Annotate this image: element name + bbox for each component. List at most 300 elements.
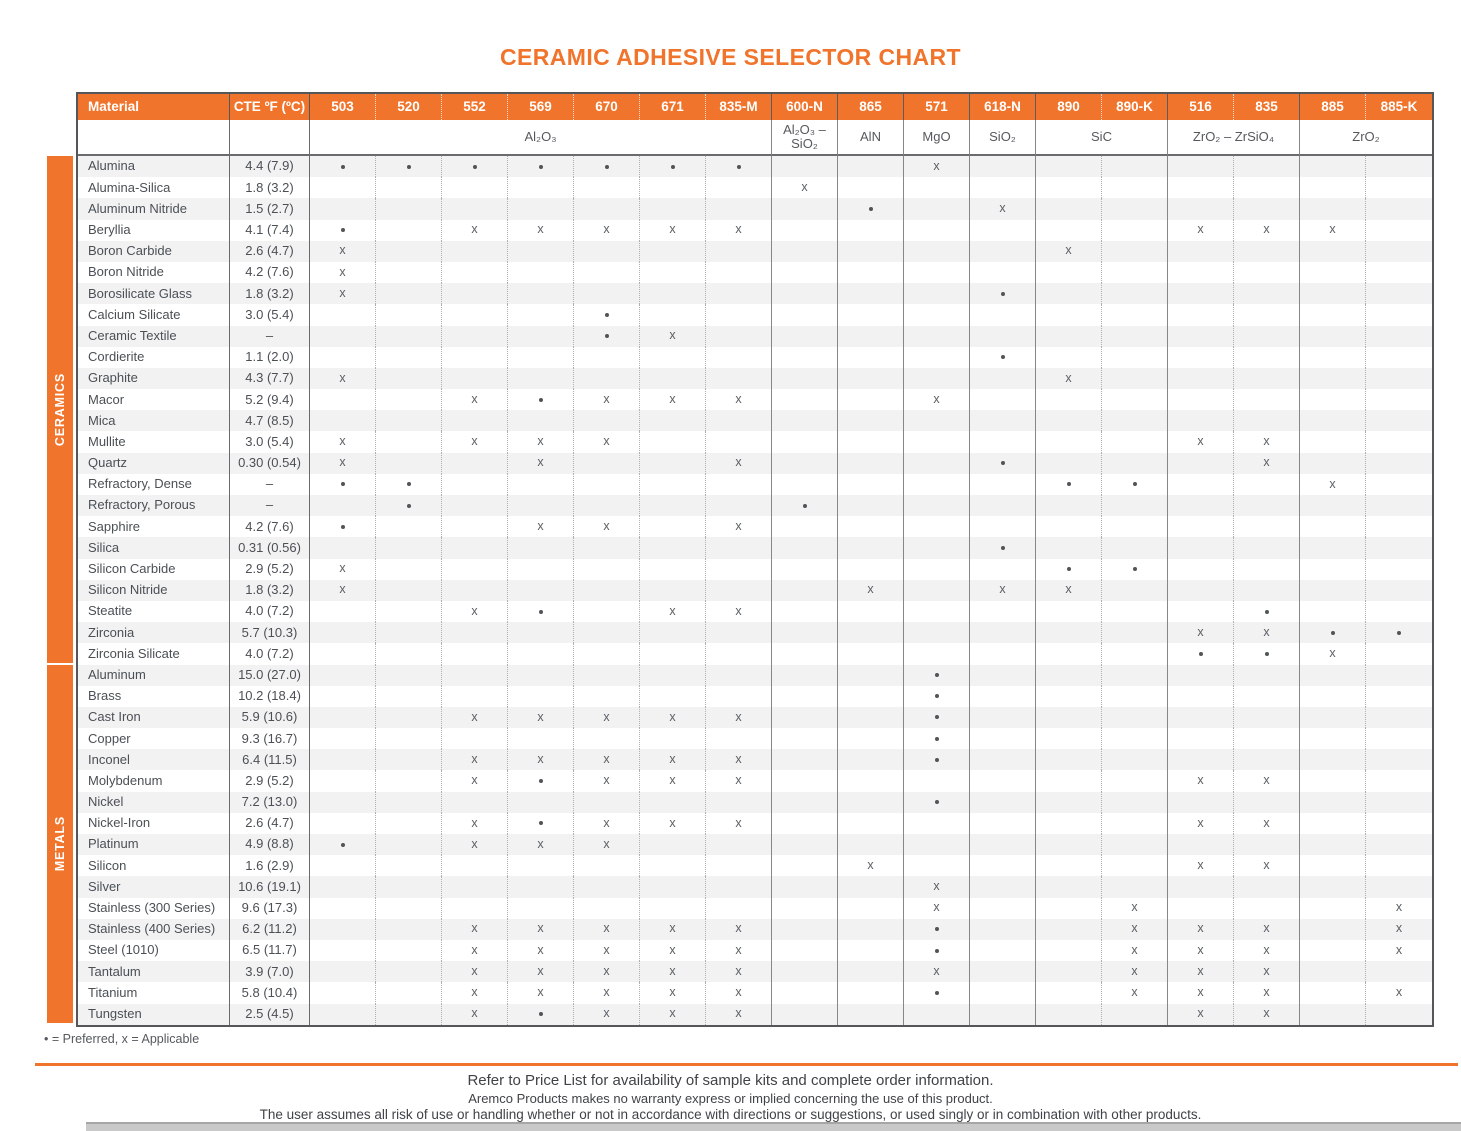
mark-applicable: x (1036, 368, 1102, 389)
mark-empty (970, 982, 1036, 1003)
mark-empty (904, 622, 970, 643)
mark-empty (904, 813, 970, 834)
mark-empty (574, 898, 640, 919)
mark-empty (508, 728, 574, 749)
mark-empty (838, 453, 904, 474)
preferred-dot-icon (935, 673, 939, 677)
mark-empty (1168, 876, 1234, 897)
material-name: Brass (78, 686, 230, 707)
footer-line-3: The user assumes all risk of use or handling whether or not in accordance with directions or suggestions, or used singly or in combination with other products. (259, 1107, 1202, 1122)
mark-applicable: x (640, 389, 706, 410)
section-label-ceramics (47, 156, 73, 663)
column-header-520: 520 (376, 94, 442, 120)
mark-applicable: x (508, 453, 574, 474)
mark-preferred (904, 707, 970, 728)
mark-empty (1036, 1004, 1102, 1025)
mark-empty (904, 855, 970, 876)
cte-column-header: CTE ºF (ºC) (230, 94, 310, 120)
mark-preferred (508, 389, 574, 410)
mark-empty (1102, 622, 1168, 643)
preferred-dot-icon (1265, 610, 1269, 614)
mark-empty (442, 453, 508, 474)
mark-empty (1168, 580, 1234, 601)
mark-empty (772, 834, 838, 855)
mark-empty (1234, 792, 1300, 813)
mark-applicable: x (1300, 474, 1366, 495)
formula-group-header: SiC (1036, 120, 1168, 156)
mark-applicable: x (442, 601, 508, 622)
mark-empty (970, 368, 1036, 389)
mark-empty (574, 474, 640, 495)
mark-empty (1366, 326, 1432, 347)
mark-empty (1300, 516, 1366, 537)
mark-empty (640, 283, 706, 304)
formula-group-header: ZrO₂ – ZrSiO₄ (1168, 120, 1300, 156)
mark-empty (1366, 643, 1432, 664)
mark-empty (970, 622, 1036, 643)
mark-empty (772, 516, 838, 537)
mark-empty (772, 898, 838, 919)
mark-empty (1168, 537, 1234, 558)
mark-applicable: x (640, 770, 706, 791)
mark-empty (1102, 707, 1168, 728)
mark-applicable: x (310, 283, 376, 304)
mark-empty (1366, 686, 1432, 707)
mark-empty (772, 1004, 838, 1025)
mark-empty (772, 749, 838, 770)
mark-empty (706, 431, 772, 452)
mark-applicable: x (310, 453, 376, 474)
preferred-dot-icon (407, 482, 411, 486)
preferred-dot-icon (737, 165, 741, 169)
mark-empty (1036, 940, 1102, 961)
mark-empty (904, 283, 970, 304)
mark-empty (376, 262, 442, 283)
mark-empty (838, 326, 904, 347)
mark-empty (838, 961, 904, 982)
mark-empty (970, 749, 1036, 770)
mark-empty (1234, 686, 1300, 707)
cte-value: 7.2 (13.0) (230, 792, 310, 813)
mark-empty (838, 559, 904, 580)
mark-empty (1168, 177, 1234, 198)
mark-empty (376, 792, 442, 813)
mark-empty (838, 792, 904, 813)
mark-empty (1234, 368, 1300, 389)
mark-empty (1036, 982, 1102, 1003)
mark-empty (1036, 919, 1102, 940)
material-name: Boron Carbide (78, 241, 230, 262)
mark-empty (970, 876, 1036, 897)
mark-preferred (574, 304, 640, 325)
mark-empty (310, 707, 376, 728)
mark-preferred (1168, 643, 1234, 664)
mark-preferred (904, 792, 970, 813)
mark-empty (1102, 241, 1168, 262)
mark-applicable: x (1395, 900, 1403, 915)
mark-empty (838, 241, 904, 262)
mark-empty (508, 580, 574, 601)
material-name: Stainless (300 Series) (78, 898, 230, 919)
mark-applicable: x (1234, 431, 1300, 452)
material-name: Refractory, Porous (78, 495, 230, 516)
cte-value: 3.9 (7.0) (230, 961, 310, 982)
mark-empty (904, 262, 970, 283)
mark-applicable: x (310, 262, 376, 283)
mark-empty (970, 262, 1036, 283)
preferred-dot-icon (473, 165, 477, 169)
mark-empty (970, 326, 1036, 347)
mark-empty (574, 686, 640, 707)
mark-applicable: x (310, 431, 376, 452)
mark-empty (376, 431, 442, 452)
mark-empty (1102, 410, 1168, 431)
mark-empty (508, 622, 574, 643)
column-header-671: 671 (640, 94, 706, 120)
mark-empty (970, 516, 1036, 537)
preferred-dot-icon (539, 610, 543, 614)
mark-empty (1366, 262, 1432, 283)
mark-empty (1102, 728, 1168, 749)
mark-empty (1102, 368, 1168, 389)
preferred-dot-icon (671, 165, 675, 169)
mark-empty (1036, 262, 1102, 283)
preferred-dot-icon (1133, 567, 1137, 571)
mark-empty (1102, 220, 1168, 241)
mark-empty (640, 643, 706, 664)
mark-applicable: x (772, 177, 838, 198)
mark-empty (1036, 537, 1102, 558)
mark-empty (310, 410, 376, 431)
mark-empty (970, 156, 1036, 177)
mark-empty (640, 516, 706, 537)
mark-applicable: x (1102, 898, 1168, 919)
selector-table (76, 92, 1434, 1027)
mark-empty (574, 453, 640, 474)
mark-empty (1168, 601, 1234, 622)
mark-applicable: x (706, 770, 772, 791)
preferred-dot-icon (935, 694, 939, 698)
column-header-503: 503 (310, 94, 376, 120)
mark-empty (772, 707, 838, 728)
mark-applicable: x (310, 580, 376, 601)
mark-empty (310, 601, 376, 622)
mark-empty (838, 982, 904, 1003)
mark-empty (1300, 326, 1366, 347)
material-name: Sapphire (78, 516, 230, 537)
mark-empty (1366, 198, 1432, 219)
mark-empty (1366, 961, 1432, 982)
cte-value: 1.8 (3.2) (230, 283, 310, 304)
mark-empty (772, 262, 838, 283)
mark-empty (310, 961, 376, 982)
mark-applicable: x (1102, 940, 1168, 961)
material-name: Steel (1010) (78, 940, 230, 961)
mark-empty (640, 474, 706, 495)
mark-empty (442, 898, 508, 919)
mark-empty (1102, 495, 1168, 516)
mark-preferred (310, 220, 376, 241)
mark-preferred (1234, 601, 1300, 622)
mark-empty (1366, 495, 1432, 516)
mark-empty (838, 813, 904, 834)
mark-empty (442, 304, 508, 325)
mark-applicable: x (442, 749, 508, 770)
cte-value: 10.6 (19.1) (230, 876, 310, 897)
mark-preferred (442, 156, 508, 177)
preferred-dot-icon (1001, 355, 1005, 359)
mark-empty (442, 177, 508, 198)
mark-empty (442, 728, 508, 749)
mark-applicable: x (574, 919, 640, 940)
mark-empty (1234, 304, 1300, 325)
mark-empty (442, 347, 508, 368)
mark-empty (442, 537, 508, 558)
cte-value: 4.9 (8.8) (230, 834, 310, 855)
mark-applicable: x (838, 855, 904, 876)
mark-preferred (508, 156, 574, 177)
mark-empty (640, 453, 706, 474)
mark-empty (838, 601, 904, 622)
cte-value: 5.9 (10.6) (230, 707, 310, 728)
mark-applicable: x (508, 431, 574, 452)
mark-applicable: x (1102, 919, 1168, 940)
column-header-835-m: 835-M (706, 94, 772, 120)
cte-value: – (230, 326, 310, 347)
mark-empty (508, 559, 574, 580)
mark-empty (376, 749, 442, 770)
material-name: Nickel (78, 792, 230, 813)
mark-empty (772, 156, 838, 177)
mark-empty (574, 537, 640, 558)
material-name: Mullite (78, 431, 230, 452)
mark-empty (1234, 283, 1300, 304)
mark-applicable: x (706, 919, 772, 940)
mark-empty (442, 665, 508, 686)
material-name: Molybdenum (78, 770, 230, 791)
mark-empty (376, 516, 442, 537)
column-header-835: 835 (1234, 94, 1300, 120)
mark-empty (1168, 834, 1234, 855)
mark-empty (1102, 813, 1168, 834)
mark-preferred (508, 1004, 574, 1025)
cte-value: 5.7 (10.3) (230, 622, 310, 643)
divider-rule (35, 1063, 1458, 1066)
mark-empty (904, 431, 970, 452)
mark-empty (1102, 601, 1168, 622)
mark-applicable: x (1168, 220, 1234, 241)
mark-empty (1300, 156, 1366, 177)
mark-empty (376, 601, 442, 622)
mark-empty (706, 622, 772, 643)
mark-empty (574, 177, 640, 198)
mark-empty (640, 686, 706, 707)
mark-preferred (574, 156, 640, 177)
mark-empty (1036, 961, 1102, 982)
mark-empty (904, 770, 970, 791)
mark-empty (706, 262, 772, 283)
mark-empty (706, 474, 772, 495)
mark-empty (1234, 559, 1300, 580)
footer (0, 1071, 1461, 1123)
preferred-dot-icon (935, 715, 939, 719)
column-header-885-k: 885-K (1366, 94, 1432, 120)
mark-empty (1234, 410, 1300, 431)
mark-empty (904, 304, 970, 325)
mark-applicable: x (574, 431, 640, 452)
mark-empty (1366, 241, 1432, 262)
mark-empty (838, 834, 904, 855)
mark-applicable: x (904, 876, 970, 897)
preferred-dot-icon (407, 165, 411, 169)
mark-empty (1168, 198, 1234, 219)
mark-empty (1300, 368, 1366, 389)
mark-empty (1234, 537, 1300, 558)
mark-empty (1102, 198, 1168, 219)
mark-applicable: x (442, 770, 508, 791)
mark-empty (640, 792, 706, 813)
mark-applicable: x (706, 453, 772, 474)
cte-value: 2.6 (4.7) (230, 241, 310, 262)
column-header-516: 516 (1168, 94, 1234, 120)
mark-empty (838, 749, 904, 770)
mark-applicable: x (574, 389, 640, 410)
cte-value: – (230, 495, 310, 516)
mark-empty (772, 919, 838, 940)
mark-empty (1300, 707, 1366, 728)
column-header-865: 865 (838, 94, 904, 120)
mark-empty (970, 770, 1036, 791)
page-title: CERAMIC ADHESIVE SELECTOR CHART (500, 44, 961, 70)
mark-empty (838, 220, 904, 241)
cte-value: 1.1 (2.0) (230, 347, 310, 368)
mark-empty (310, 876, 376, 897)
mark-empty (838, 665, 904, 686)
mark-empty (442, 792, 508, 813)
mark-preferred (310, 474, 376, 495)
mark-empty (706, 792, 772, 813)
cte-value: 0.31 (0.56) (230, 537, 310, 558)
mark-preferred (508, 770, 574, 791)
preferred-dot-icon (539, 398, 543, 402)
mark-empty (706, 855, 772, 876)
mark-applicable: x (1300, 643, 1366, 664)
material-name: Graphite (78, 368, 230, 389)
mark-empty (1036, 770, 1102, 791)
mark-empty (970, 241, 1036, 262)
mark-applicable: x (640, 982, 706, 1003)
mark-empty (310, 982, 376, 1003)
column-header-890: 890 (1036, 94, 1102, 120)
preferred-dot-icon (935, 991, 939, 995)
material-name: Cordierite (78, 347, 230, 368)
mark-empty (970, 643, 1036, 664)
formula-group-header: SiO₂ (970, 120, 1036, 156)
mark-empty (376, 368, 442, 389)
mark-empty (376, 707, 442, 728)
cte-value: 2.9 (5.2) (230, 770, 310, 791)
mark-applicable: x (310, 368, 376, 389)
mark-empty (640, 495, 706, 516)
mark-applicable: x (442, 982, 508, 1003)
mark-empty (1102, 643, 1168, 664)
mark-empty (1300, 919, 1366, 940)
mark-empty (904, 326, 970, 347)
mark-empty (1036, 601, 1102, 622)
section-label-ceramics-text: CERAMICS (53, 372, 67, 447)
mark-empty (310, 665, 376, 686)
mark-preferred (310, 516, 376, 537)
mark-empty (442, 516, 508, 537)
mark-empty (838, 495, 904, 516)
mark-empty (310, 1004, 376, 1025)
mark-empty (1366, 177, 1432, 198)
mark-empty (838, 347, 904, 368)
mark-empty (376, 855, 442, 876)
mark-applicable: x (1300, 220, 1366, 241)
mark-empty (838, 262, 904, 283)
mark-empty (1300, 410, 1366, 431)
mark-empty (574, 792, 640, 813)
mark-empty (508, 368, 574, 389)
mark-preferred (310, 156, 376, 177)
mark-empty (376, 537, 442, 558)
material-name: Silicon Nitride (78, 580, 230, 601)
mark-empty (508, 855, 574, 876)
mark-empty (1102, 347, 1168, 368)
cte-value: 15.0 (27.0) (230, 665, 310, 686)
mark-empty (904, 220, 970, 241)
mark-preferred (1234, 643, 1300, 664)
mark-empty (376, 876, 442, 897)
mark-applicable: x (1234, 453, 1300, 474)
mark-empty (706, 326, 772, 347)
mark-empty (706, 728, 772, 749)
mark-empty (1102, 537, 1168, 558)
mark-applicable: x (442, 940, 508, 961)
mark-empty (838, 516, 904, 537)
mark-empty (508, 283, 574, 304)
mark-empty (1036, 792, 1102, 813)
mark-empty (310, 198, 376, 219)
mark-empty (1300, 770, 1366, 791)
mark-empty (904, 834, 970, 855)
mark-applicable: x (442, 919, 508, 940)
mark-empty (310, 855, 376, 876)
mark-preferred (904, 665, 970, 686)
cte-value: 5.8 (10.4) (230, 982, 310, 1003)
mark-empty (376, 326, 442, 347)
mark-empty (1036, 453, 1102, 474)
preferred-dot-icon (869, 207, 873, 211)
cte-value: 2.6 (4.7) (230, 813, 310, 834)
mark-empty (1102, 792, 1168, 813)
cte-value: 3.0 (5.4) (230, 304, 310, 325)
mark-empty (706, 537, 772, 558)
mark-empty (1366, 1004, 1432, 1025)
cte-value: 1.5 (2.7) (230, 198, 310, 219)
mark-preferred (1102, 474, 1168, 495)
mark-empty (772, 431, 838, 452)
mark-empty (574, 665, 640, 686)
mark-empty (970, 728, 1036, 749)
mark-applicable: x (1168, 940, 1234, 961)
preferred-dot-icon (539, 165, 543, 169)
mark-empty (310, 728, 376, 749)
mark-preferred (772, 495, 838, 516)
mark-applicable: x (1234, 813, 1300, 834)
mark-empty (310, 537, 376, 558)
